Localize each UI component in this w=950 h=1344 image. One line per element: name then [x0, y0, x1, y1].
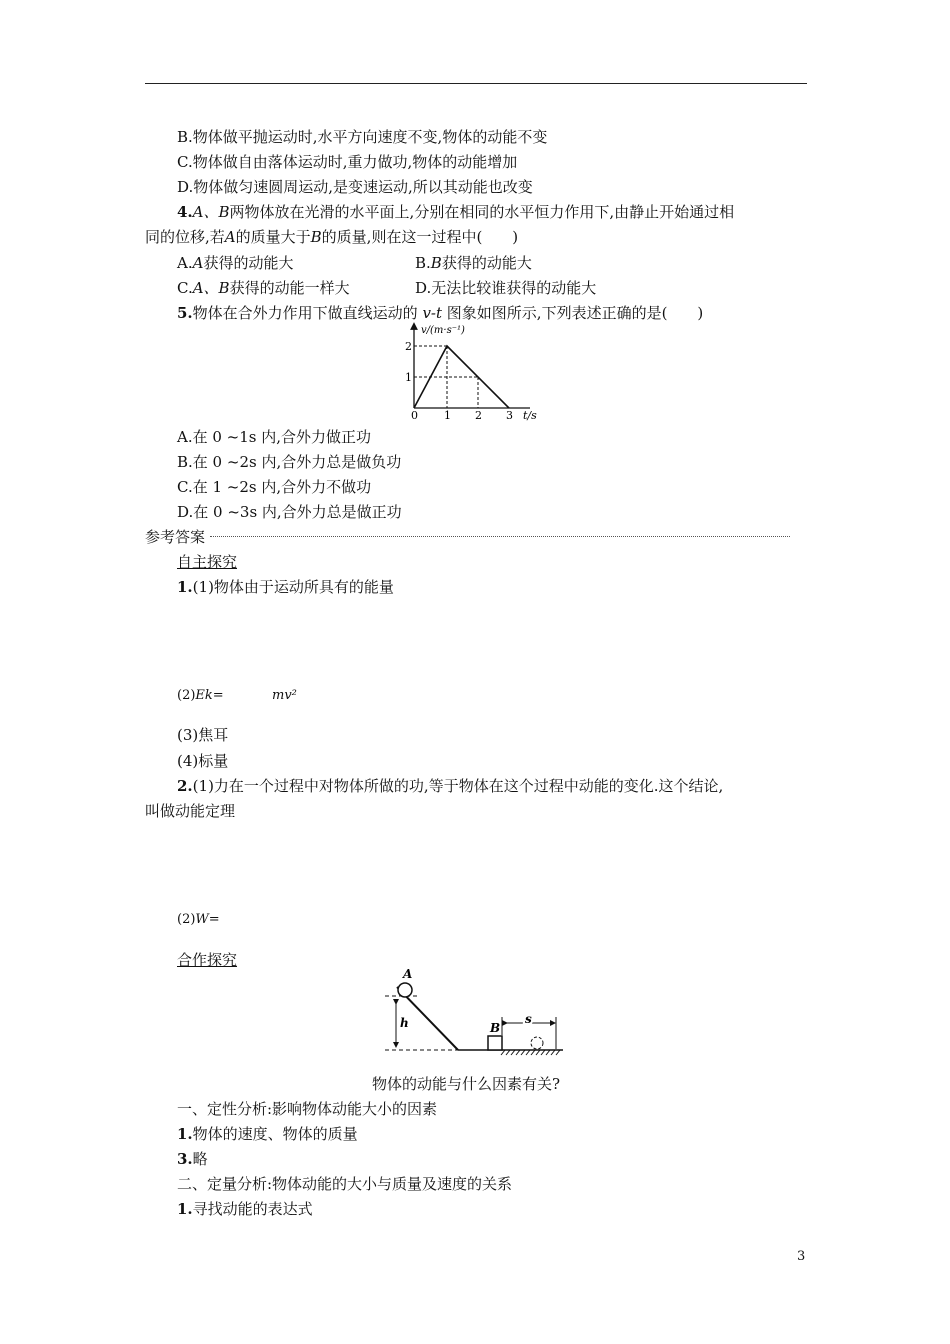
label-s: s	[525, 1012, 532, 1026]
q4-opt-b-var: B	[430, 254, 442, 272]
q4-opt-b-text: 获得的动能大	[441, 254, 532, 272]
section-2-item-1	[177, 1198, 313, 1219]
answer-1-2-ek: Ek=	[195, 688, 224, 703]
answer-1-1-text: (1)物体由于运动所具有的能量	[192, 578, 394, 596]
q5-stem-text2: 图象如图所示,下列表述正确的是( )	[442, 304, 704, 322]
q4-option-b	[415, 252, 532, 273]
section-1-item-1-text: 物体的速度、物体的质量	[192, 1125, 358, 1143]
q4-stem-line1	[177, 201, 734, 222]
q5-option-a: A.在 0 ~1s 内,合外力做正功	[177, 428, 372, 446]
section-1-item-3-text: 略	[192, 1150, 208, 1168]
q4-stem-line2	[145, 226, 518, 247]
q5-stem	[177, 302, 703, 323]
ball-dashed	[531, 1037, 543, 1049]
q5-stem-text: 物体在合外力作用下做直线运动的	[192, 304, 423, 322]
label-a: A	[403, 967, 413, 981]
answer-1-2-label: (2)	[177, 688, 196, 703]
header-rule	[145, 83, 807, 84]
section-zizhu: 自主探究	[177, 553, 238, 571]
q4-opt-a-text: 获得的动能大	[203, 254, 294, 272]
q4-option-a	[177, 252, 293, 273]
label-h: h	[400, 1016, 409, 1030]
answer-2-number: 2.	[177, 777, 193, 795]
y-axis-label: v/(m·s⁻¹)	[421, 325, 465, 336]
label-b: B	[490, 1021, 501, 1035]
q4-number: 4.	[177, 203, 193, 221]
q4-var-b: B	[218, 203, 230, 221]
answer-2-1	[177, 775, 723, 796]
y-tick-1: 1	[405, 371, 412, 384]
x-tick-2: 2	[475, 409, 482, 422]
answer-1-2-mv: mv²	[272, 688, 297, 703]
answers-title: 参考答案	[145, 528, 206, 546]
ramp-figure	[380, 965, 570, 1060]
section-1-item-1	[177, 1123, 358, 1144]
q4-stem-text2: 同的位移,若	[145, 228, 225, 246]
ball-a	[398, 983, 412, 997]
answer-1-4: (4)标量	[177, 752, 229, 770]
section-1-item-1-num: 1.	[177, 1125, 193, 1143]
page-number: 3	[797, 1249, 806, 1264]
q4-var-a2: A	[224, 228, 236, 246]
q3-option-d: D.物体做匀速圆周运动,是变速运动,所以其动能也改变	[177, 178, 533, 196]
answer-2-1-text: (1)力在一个过程中对物体所做的功,等于物体在这个过程中动能的变化.这个结论,	[192, 777, 724, 795]
answer-1-2	[177, 688, 224, 703]
section-2-item-1-text: 寻找动能的表达式	[192, 1200, 313, 1218]
q4-opt-c-text: 获得的动能一样大	[229, 279, 350, 297]
answer-1-2-formula	[272, 688, 297, 703]
q3-option-c: C.物体做自由落体运动时,重力做功,物体的动能增加	[177, 153, 518, 171]
section-2-item-1-num: 1.	[177, 1200, 193, 1218]
x-tick-1: 1	[444, 409, 451, 422]
q5-option-b: B.在 0 ~2s 内,合外力总是做负功	[177, 453, 402, 471]
answer-1-number: 1.	[177, 578, 193, 596]
q4-stem-text3: 的质量大于	[235, 228, 311, 246]
answer-2-1b: 叫做动能定理	[145, 802, 236, 820]
q4-opt-a-var: A	[192, 254, 204, 272]
q5-option-d: D.在 0 ~3s 内,合外力总是做正功	[177, 503, 402, 521]
answer-1-1	[177, 576, 394, 597]
q4-stem-text: 两物体放在光滑的水平面上,分别在相同的水平恒力作用下,由静止开始通过相	[229, 203, 735, 221]
q5-number: 5.	[177, 304, 193, 322]
answers-divider	[210, 536, 790, 537]
origin-label: 0	[411, 409, 418, 422]
section-1-heading: 一、定性分析:影响物体动能大小的因素	[177, 1100, 438, 1118]
x-tick-3: 3	[506, 409, 513, 422]
q4-option-c	[177, 277, 350, 298]
q4-var-a: A、	[192, 203, 219, 221]
q5-var-vt: v-t	[422, 304, 443, 322]
block-b	[488, 1036, 502, 1050]
y-tick-2: 2	[405, 340, 412, 353]
q4-opt-c-label: C.	[177, 279, 193, 297]
vt-graph	[395, 322, 555, 422]
answer-2-2	[177, 912, 220, 927]
q4-stem-text4: 的质量,则在这一过程中( )	[321, 228, 519, 246]
section-hezuo: 合作探究	[177, 951, 238, 969]
q4-option-d: D.无法比较谁获得的动能大	[415, 279, 597, 297]
q4-opt-c-var: A、B	[192, 279, 230, 297]
x-axis-label: t/s	[523, 409, 537, 422]
section-1-item-3-num: 3.	[177, 1150, 193, 1168]
answer-1-3: (3)焦耳	[177, 726, 229, 744]
answer-2-2-w: W=	[195, 912, 220, 927]
q4-opt-b-label: B.	[415, 254, 431, 272]
q4-opt-a-label: A.	[177, 254, 193, 272]
section-2-heading: 二、定量分析:物体动能的大小与质量及速度的关系	[177, 1175, 513, 1193]
q5-option-c: C.在 1 ~2s 内,合外力不做功	[177, 478, 372, 496]
q4-var-b2: B	[310, 228, 322, 246]
answer-2-2-label: (2)	[177, 912, 196, 927]
q3-option-b: B.物体做平抛运动时,水平方向速度不变,物体的动能不变	[177, 128, 548, 146]
figure-caption: 物体的动能与什么因素有关?	[372, 1075, 561, 1093]
section-1-item-3	[177, 1148, 208, 1169]
